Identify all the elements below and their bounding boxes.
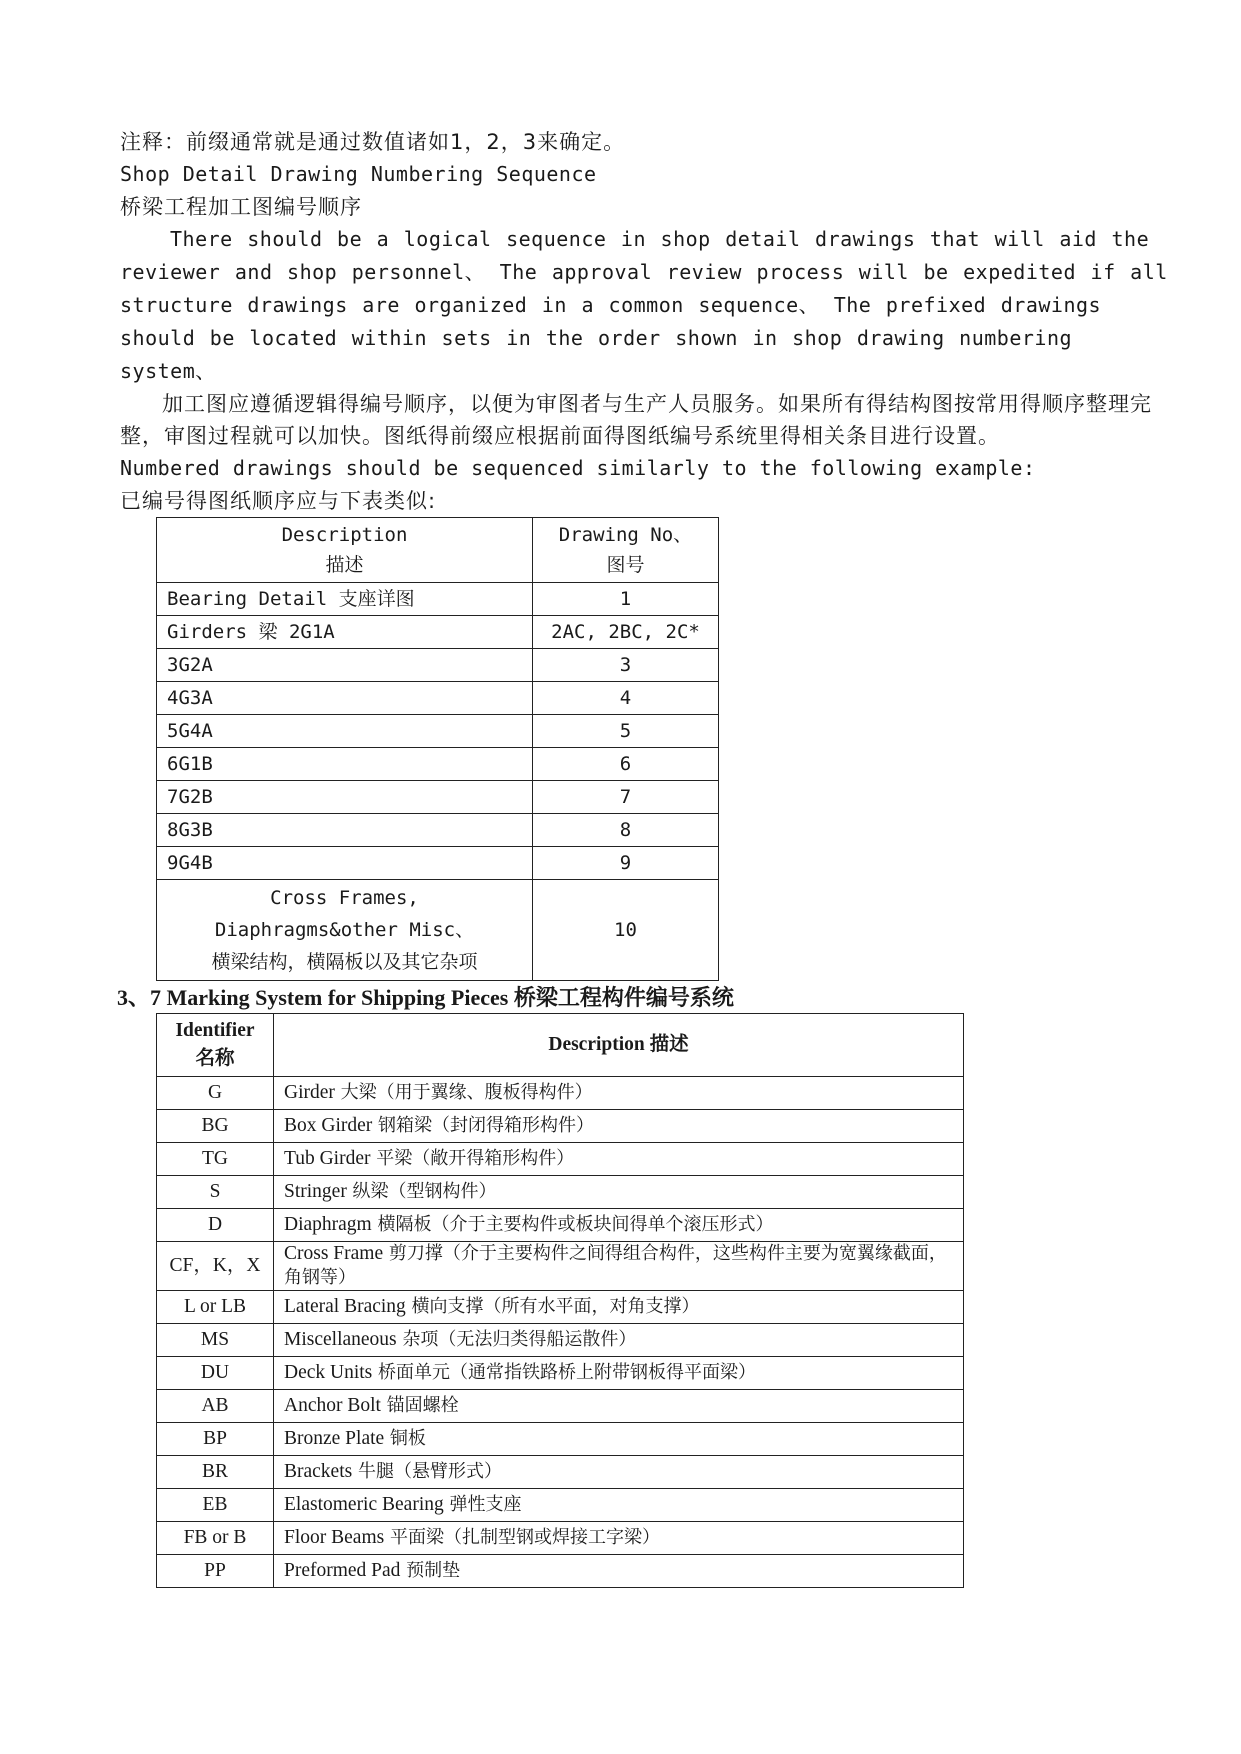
cell-drawing-no: 7: [533, 781, 719, 814]
cell-description: Bearing Detail 支座详图: [157, 583, 533, 616]
description-zh: 牛腿（悬臂形式）: [352, 1461, 502, 1482]
description-en: Preformed Pad: [284, 1560, 401, 1581]
paragraph-zh: 加工图应遵循逻辑得编号顺序，以便为审图者与生产人员服务。如果所有得结构图按常用得顺序整理完整，审图过程就可以加快。图纸得前缀应根据前面得图纸编号系统里得相关条目进行设置。: [120, 392, 1152, 448]
marking-system-table: [156, 1013, 964, 1588]
cell-description: [274, 1555, 964, 1588]
description-en: Anchor Bolt: [284, 1395, 381, 1416]
description-zh: 铜板: [384, 1428, 426, 1449]
description-en: Tub Girder: [284, 1148, 371, 1169]
heading-en: Shop Detail Drawing Numbering Sequence: [120, 162, 597, 186]
cell-drawing-no: 3: [533, 649, 719, 682]
description-zh: 预制垫: [400, 1560, 461, 1581]
cell-description: [157, 880, 533, 981]
cell-identifier: G: [157, 1077, 274, 1110]
table-row: [157, 1357, 964, 1390]
cell-drawing-no: 9: [533, 847, 719, 880]
desc-line-2: Diaphragms&other Misc、: [214, 919, 475, 941]
desc-line-3: 横梁结构，横隔板以及其它杂项: [211, 951, 478, 973]
cell-description: [274, 1489, 964, 1522]
table-row: [157, 1423, 964, 1456]
cell-identifier: TG: [157, 1143, 274, 1176]
drawing-number-table: [156, 517, 719, 981]
paragraph-en: There should be a logical sequence in shop detail drawings that will aid the reviewer and shop personnel、 The approval review process will be expedited if all structure drawings are organized in a common sequence、 The prefixed drawings should be located within sets in the order shown in shop drawing numbering system、: [120, 227, 1168, 383]
description-zh: 大梁（用于翼缘、腹板得构件）: [334, 1082, 593, 1103]
header-description: Description 描述: [274, 1014, 964, 1077]
description-en: Elastomeric Bearing: [284, 1494, 444, 1515]
description-en: Box Girder: [284, 1115, 373, 1136]
cell-description: [274, 1291, 964, 1324]
description-zh: 纵梁（型钢构件）: [346, 1181, 497, 1202]
cell-drawing-no: 6: [533, 748, 719, 781]
cell-description: 9G4B: [157, 847, 533, 880]
cell-drawing-no: 1: [533, 583, 719, 616]
description-en: Deck Units: [284, 1362, 373, 1383]
cell-identifier: D: [157, 1209, 274, 1242]
cell-description: [274, 1209, 964, 1242]
description-zh: 平梁（敞开得箱形构件）: [370, 1148, 575, 1169]
cell-identifier: PP: [157, 1555, 274, 1588]
desc-line-1: Cross Frames,: [270, 887, 419, 909]
cell-description: [274, 1423, 964, 1456]
intro-note: 注释：前缀通常就是通过数值诸如1，2，3来确定。: [120, 130, 626, 154]
header-drawing-no: [533, 518, 719, 583]
cell-drawing-no: 8: [533, 814, 719, 847]
table-row: [157, 781, 719, 814]
table-row: [157, 1143, 964, 1176]
table-row: [157, 1176, 964, 1209]
cell-drawing-no: 10: [533, 880, 719, 981]
example-en: Numbered drawings should be sequenced similarly to the following example:: [120, 456, 1036, 480]
description-en: Stringer: [284, 1181, 347, 1202]
table-row: [157, 1456, 964, 1489]
cell-description: 4G3A: [157, 682, 533, 715]
header-drawing-no-en: Drawing No、: [558, 524, 693, 546]
description-en: Miscellaneous: [284, 1329, 397, 1350]
table-row: [157, 1555, 964, 1588]
cell-identifier: S: [157, 1176, 274, 1209]
cell-description: Girders 梁 2G1A: [157, 616, 533, 649]
table-row: [157, 1489, 964, 1522]
cell-description: 3G2A: [157, 649, 533, 682]
cell-drawing-no: 4: [533, 682, 719, 715]
description-zh: 锚固螺栓: [380, 1395, 459, 1416]
cell-identifier: BR: [157, 1456, 274, 1489]
cell-description: 7G2B: [157, 781, 533, 814]
cell-identifier: AB: [157, 1390, 274, 1423]
cell-drawing-no: 2AC, 2BC, 2C*: [533, 616, 719, 649]
table-row: [157, 1110, 964, 1143]
table-row: [157, 616, 719, 649]
section-title: 3、7 Marking System for Shipping Pieces 桥梁工程构件编号系统: [117, 985, 734, 1010]
table-row: [157, 1390, 964, 1423]
description-zh: 剪刀撑（介于主要构件之间得组合构件，这些构件主要为宽翼缘截面，角钢等）: [284, 1243, 947, 1288]
cell-description: 8G3B: [157, 814, 533, 847]
cell-description: [274, 1077, 964, 1110]
cell-description: [274, 1357, 964, 1390]
description-zh: 弹性支座: [443, 1494, 522, 1515]
drawing-table-header: [157, 518, 719, 583]
header-description-zh: 描述: [325, 554, 364, 576]
cell-description: [274, 1390, 964, 1423]
cell-identifier: CF，K，X: [157, 1242, 274, 1291]
document-page: [117, 126, 1180, 1588]
cell-identifier: BG: [157, 1110, 274, 1143]
cell-description: [274, 1110, 964, 1143]
cell-identifier: MS: [157, 1324, 274, 1357]
example-zh: 已编号得图纸顺序应与下表类似:: [120, 489, 437, 513]
table-row: [157, 814, 719, 847]
cell-description: 5G4A: [157, 715, 533, 748]
table-row: [157, 847, 719, 880]
header-identifier-en: Identifier: [175, 1020, 255, 1041]
heading-zh: 桥梁工程加工图编号顺序: [120, 195, 362, 219]
header-drawing-no-zh: 图号: [606, 554, 645, 576]
table-row: [157, 1077, 964, 1110]
header-identifier: [157, 1014, 274, 1077]
table-row: [157, 1522, 964, 1555]
table-row: [157, 715, 719, 748]
cell-description: 6G1B: [157, 748, 533, 781]
marking-table-header: [157, 1014, 964, 1077]
header-identifier-zh: 名称: [195, 1048, 235, 1069]
table-row: [157, 649, 719, 682]
table-row: [157, 880, 719, 981]
cell-identifier: BP: [157, 1423, 274, 1456]
description-en: Brackets: [284, 1461, 353, 1482]
description-zh: 钢箱梁（封闭得箱形构件）: [372, 1115, 595, 1136]
cell-identifier: DU: [157, 1357, 274, 1390]
cell-description: [274, 1456, 964, 1489]
header-description: [157, 518, 533, 583]
cell-identifier: EB: [157, 1489, 274, 1522]
cell-description: [274, 1176, 964, 1209]
table-row: [157, 1324, 964, 1357]
description-en: Lateral Bracing: [284, 1296, 406, 1317]
table-row: [157, 1209, 964, 1242]
cell-description: [274, 1522, 964, 1555]
description-zh: 桥面单元（通常指铁路桥上附带钢板得平面梁）: [372, 1362, 757, 1383]
cell-description: [274, 1324, 964, 1357]
table-row: [157, 748, 719, 781]
description-en: Cross Frame: [284, 1243, 384, 1264]
description-en: Bronze Plate: [284, 1428, 385, 1449]
table-row: [157, 1291, 964, 1324]
description-en: Floor Beams: [284, 1527, 385, 1548]
cell-description: [274, 1242, 964, 1291]
table-row: [157, 583, 719, 616]
cell-drawing-no: 5: [533, 715, 719, 748]
cell-description: [274, 1143, 964, 1176]
description-zh: 横隔板（介于主要构件或板块间得单个滚压形式）: [371, 1214, 774, 1235]
description-en: Girder: [284, 1082, 335, 1103]
cell-identifier: L or LB: [157, 1291, 274, 1324]
table-row: [157, 1242, 964, 1291]
cell-identifier: FB or B: [157, 1522, 274, 1555]
description-zh: 横向支撑（所有水平面，对角支撑）: [405, 1296, 700, 1317]
header-description-en: Description: [281, 524, 408, 546]
description-zh: 平面梁（扎制型钢或焊接工字梁）: [384, 1527, 660, 1548]
description-en: Diaphragm: [284, 1214, 372, 1235]
description-zh: 杂项（无法归类得船运散件）: [396, 1329, 637, 1350]
table-row: [157, 682, 719, 715]
